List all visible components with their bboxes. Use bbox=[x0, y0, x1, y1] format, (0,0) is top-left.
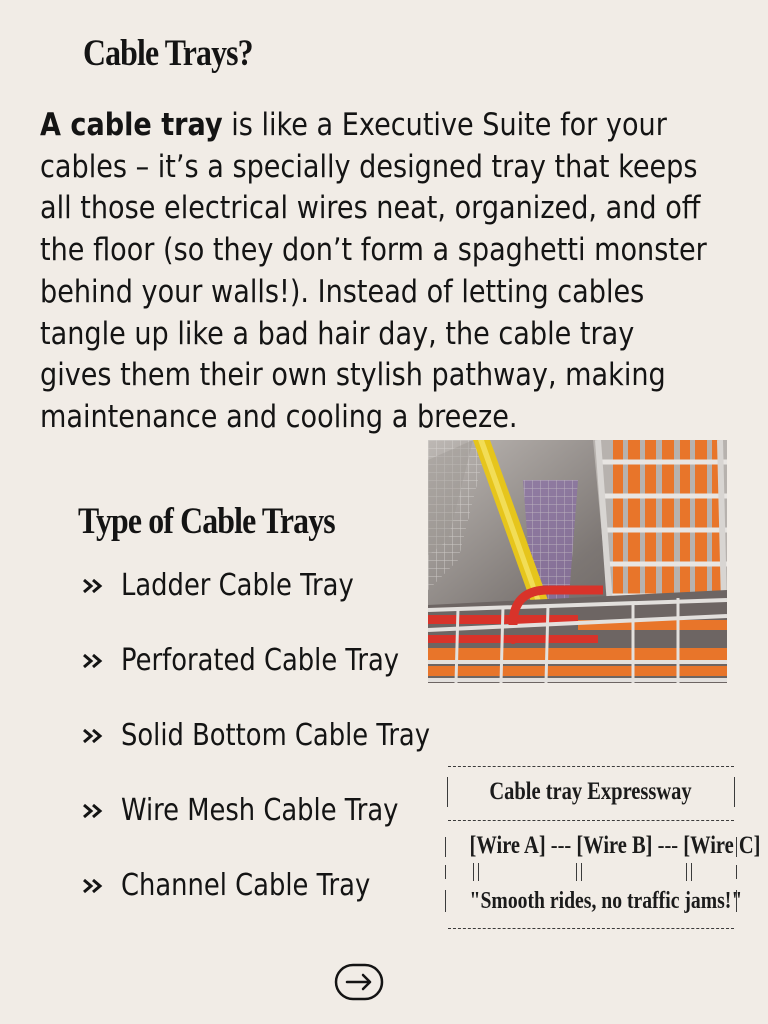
expressway-border-left bbox=[447, 777, 448, 807]
expressway-motto: "Smooth rides, no traffic jams!" bbox=[469, 888, 743, 914]
double-chevron-right-icon bbox=[82, 566, 112, 606]
wire-separator: --- bbox=[657, 832, 679, 859]
wire-b-connector bbox=[581, 863, 582, 881]
list-item-label: Wire Mesh Cable Tray bbox=[121, 793, 399, 828]
types-list bbox=[82, 566, 480, 941]
expressway-border-right bbox=[736, 865, 737, 879]
expressway-border-left bbox=[445, 837, 446, 857]
expressway-border-left bbox=[445, 865, 446, 879]
wire-b-label: [Wire B] bbox=[576, 832, 653, 859]
list-item-label: Channel Cable Tray bbox=[121, 868, 371, 903]
intro-paragraph bbox=[40, 105, 711, 439]
expressway-border-top bbox=[448, 766, 734, 767]
expressway-border-left bbox=[445, 890, 446, 912]
next-button[interactable] bbox=[334, 963, 384, 1001]
expressway-title: Cable tray Expressway bbox=[489, 778, 692, 805]
intro-body: is like a Executive Suite for your cables – it’s a specially designed tray that keeps all those electrical wires neat, organized, and off the floor (so they don’t form a spaghetti monster behind your walls!). Instead of letting cables tangle up like a bad hair day, the cable tray gives them their own stylish pathway, making maintenance and cooling a breeze. bbox=[40, 107, 707, 435]
double-chevron-right-icon bbox=[82, 866, 112, 906]
wire-c-connector bbox=[686, 863, 687, 881]
list-item bbox=[82, 866, 480, 941]
expressway-divider bbox=[448, 820, 734, 821]
double-chevron-right-icon bbox=[82, 791, 112, 831]
wire-separator: --- bbox=[550, 832, 572, 859]
double-chevron-right-icon bbox=[82, 716, 112, 756]
expressway-diagram bbox=[443, 765, 761, 931]
expressway-border-right bbox=[734, 777, 735, 807]
expressway-border-bottom bbox=[448, 928, 734, 929]
arrow-right-circle-icon bbox=[334, 963, 384, 1001]
list-item-label: Solid Bottom Cable Tray bbox=[121, 718, 431, 753]
wire-c-connector bbox=[691, 863, 692, 881]
double-chevron-right-icon bbox=[82, 641, 112, 681]
page-title: Cable Trays? bbox=[83, 33, 253, 74]
wire-b-connector bbox=[576, 863, 577, 881]
wire-a-connector bbox=[478, 863, 479, 881]
wire-a-label: [Wire A] bbox=[469, 832, 546, 859]
intro-lead: A cable tray bbox=[40, 107, 223, 143]
wire-c-label: [Wire C] bbox=[683, 832, 761, 859]
list-item bbox=[82, 566, 480, 641]
wire-a-connector bbox=[473, 863, 474, 881]
list-item-label: Perforated Cable Tray bbox=[121, 643, 400, 678]
expressway-wires bbox=[469, 832, 761, 860]
list-item bbox=[82, 716, 480, 791]
list-item bbox=[82, 791, 480, 866]
types-heading: Type of Cable Trays bbox=[78, 501, 335, 542]
list-item-label: Ladder Cable Tray bbox=[121, 568, 354, 603]
list-item bbox=[82, 641, 480, 716]
